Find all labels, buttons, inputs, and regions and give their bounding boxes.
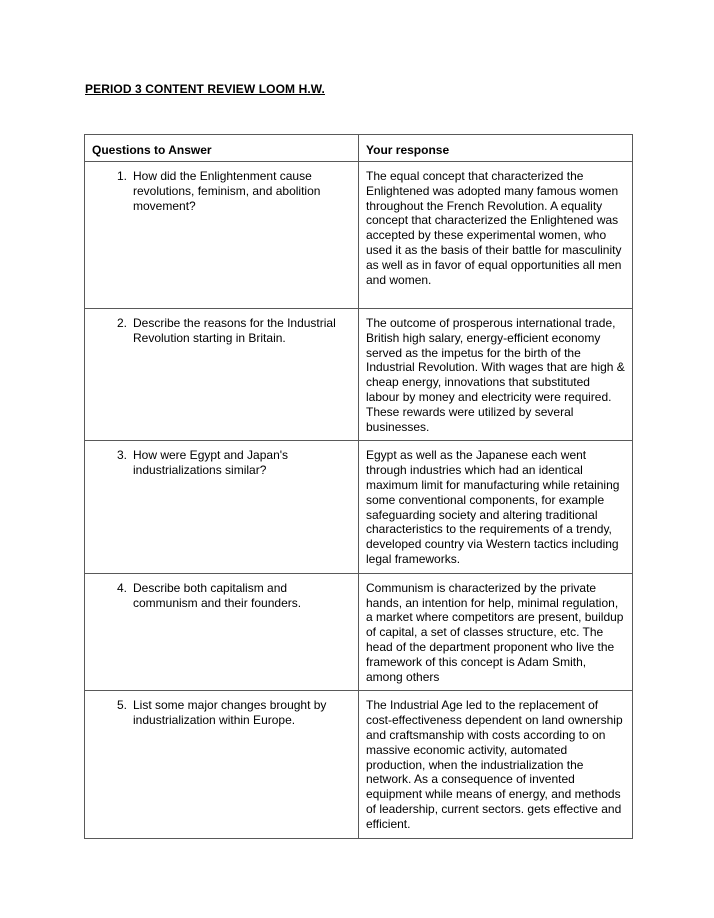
- table-header-row: [85, 135, 633, 162]
- response-cell: Communism is characterized by the private hands, an intention for help, minimal regulation, a market where competitors are present, buildup of capital, a set of classes structure, etc. The head of the department proponent who live the framework of this concept is Adam Smith, among others: [359, 573, 633, 691]
- table-row: [85, 162, 633, 309]
- table-row: [85, 441, 633, 573]
- question-number: 4.: [116, 580, 127, 595]
- question-number: 3.: [116, 448, 127, 463]
- header-questions: Questions to Answer: [85, 135, 359, 162]
- question-text: List some major changes brought by industrialization within Europe.: [133, 698, 327, 728]
- response-cell: The Industrial Age led to the replacement of cost-effectiveness dependent on land ownership and craftsmanship with costs according to on massive economic activity, automated production, when the industrialization the network. As a consequence of invented equipment while means of energy, and methods of leadership, current sectors. gets effective and efficient.: [359, 691, 633, 838]
- question-cell: [85, 573, 359, 691]
- qa-table: [84, 134, 633, 839]
- question-cell: [85, 691, 359, 838]
- table-row: [85, 691, 633, 838]
- question-number: 1.: [116, 169, 127, 183]
- question-number: 5.: [116, 698, 127, 713]
- question-cell: [85, 162, 359, 309]
- question-cell: [85, 441, 359, 573]
- document-title: PERIOD 3 CONTENT REVIEW LOOM H.W.: [85, 82, 325, 96]
- table-row: [85, 573, 633, 691]
- question-text: Describe both capitalism and communism and their founders.: [133, 580, 302, 610]
- response-cell: Egypt as well as the Japanese each went through industries which had an identical maximum limit for manufacturing while retaining some conventional components, for example safeguarding society and altering traditional characteristics to the requirements of a trendy, developed country via Western tactics including legal frameworks.: [359, 441, 633, 573]
- response-cell: The outcome of prosperous international trade, British high salary, energy-efficient economy served as the impetus for the birth of the Industrial Revolution. With wages that are high & cheap energy, innovations that substituted labour by money and electricity were required. These rewards were utilized by several businesses.: [359, 309, 633, 441]
- question-text: Describe the reasons for the Industrial Revolution starting in Britain.: [133, 316, 336, 345]
- question-number: 2.: [116, 316, 127, 330]
- header-response: Your response: [359, 135, 633, 162]
- question-cell: [85, 309, 359, 441]
- response-cell: The equal concept that characterized the Enlightened was adopted many famous women throughout the French Revolution. A equality concept that characterized the Enlightened was accepted by these experimental women, who used it as the basis of their battle for masculinity as well as in favor of equal opportunities all men and women.: [359, 162, 633, 309]
- question-text: How did the Enlightenment cause revolutions, feminism, and abolition movement?: [133, 169, 321, 213]
- question-text: How were Egypt and Japan's industrializations similar?: [133, 448, 289, 478]
- table-row: [85, 309, 633, 441]
